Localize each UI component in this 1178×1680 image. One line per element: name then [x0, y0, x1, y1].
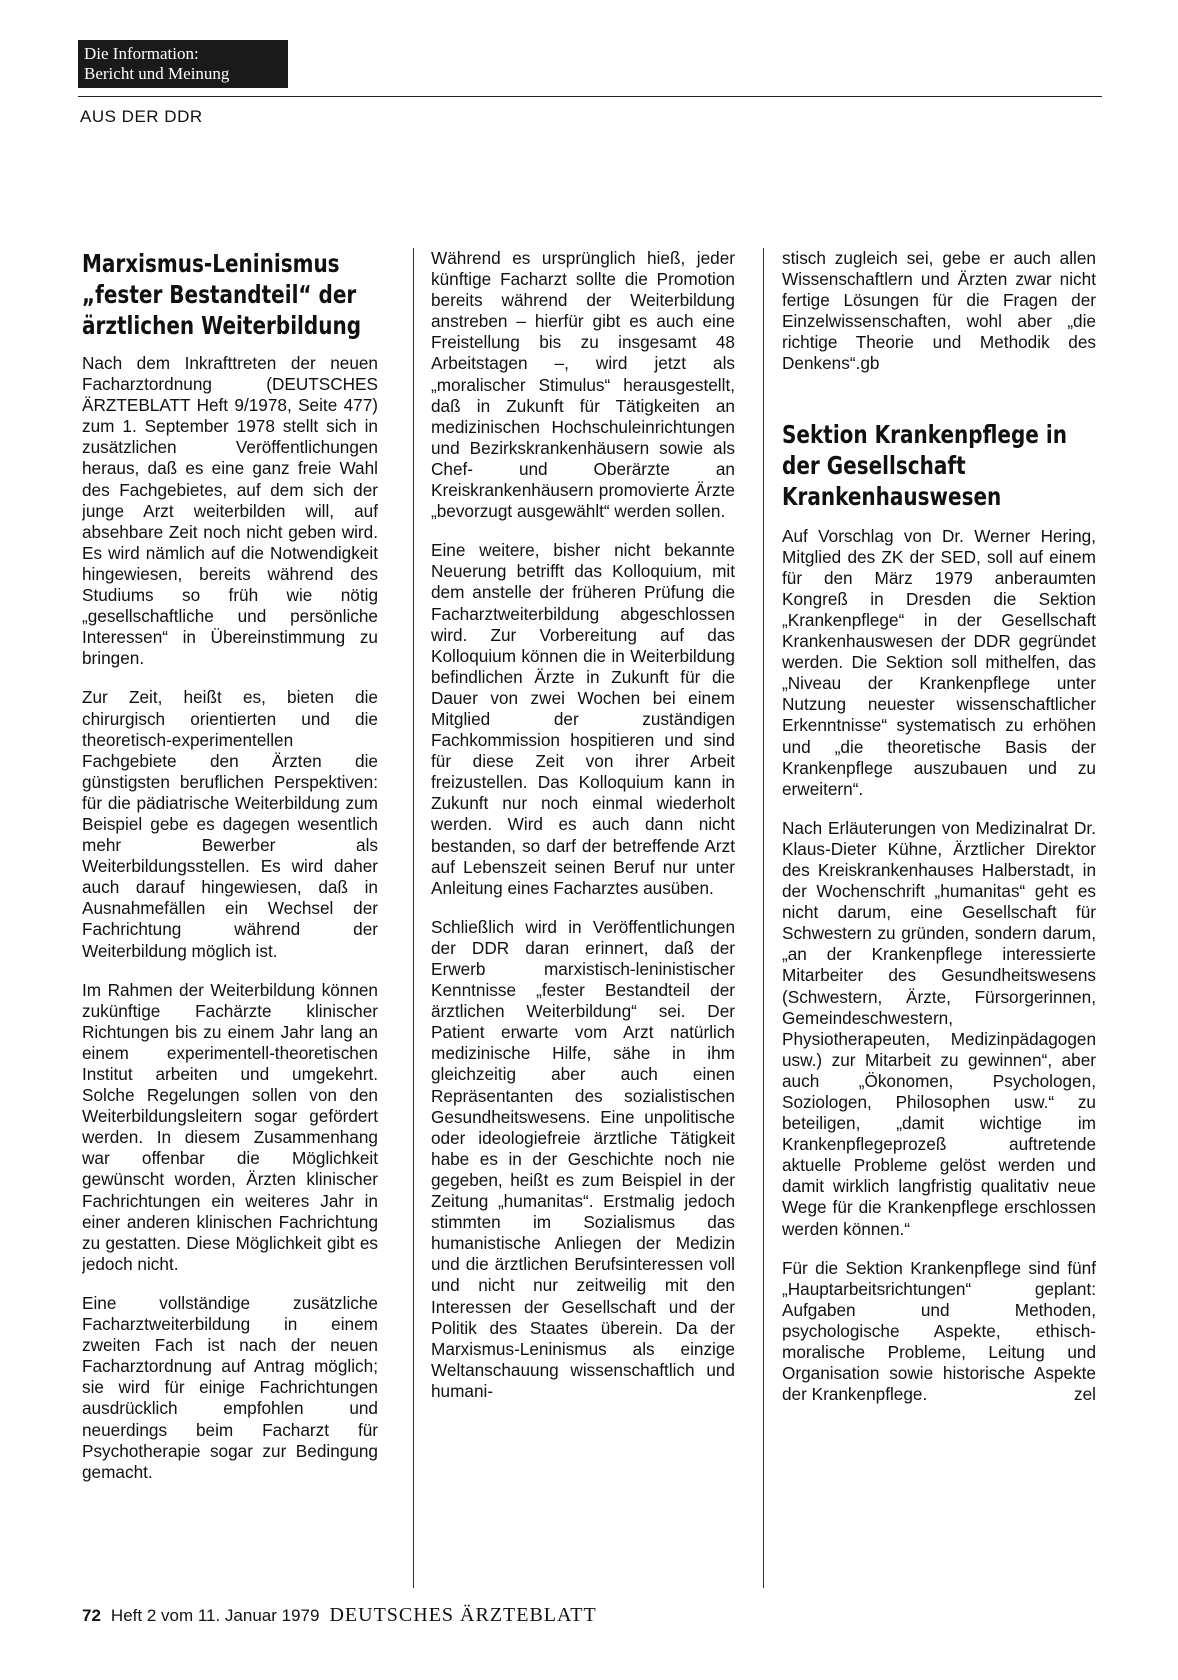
rubric-badge	[78, 40, 288, 88]
issue-info: Heft 2 vom 11. Januar 1979	[110, 1606, 320, 1625]
column-3	[782, 248, 1096, 1578]
article-2-paragraph	[782, 1258, 1096, 1406]
article-1-paragraph-tail: stisch zugleich sei, gebe er auch allen Wissenschaftlern und Ärzten zwar nicht fertige Lösungen für die Fragen der Einzelwissenschaften, wohl aber „die richtige Theorie und Methodik des Denkens“.gb	[782, 248, 1096, 374]
column-2	[431, 248, 735, 1578]
article-1-author: gb	[860, 353, 880, 374]
article-1-paragraph: Während es ursprünglich hieß, jeder künftige Facharzt sollte die Promotion bereits während der Weiterbildung anstreben – hierfür gibt es auch eine Freistellung bis zu insgesamt 48 Arbeitstagen –, wird jetzt als „moralischer Stimulus“ herausgestellt, daß in Zukunft für Tätigkeiten an medizinischen Hochschuleinrichtungen und Bezirkskrankenhäusern sowie als Chef- und Oberärzte an Kreiskrankenhäusern promovierte Ärzte „bevorzugt ausgewählt“ werden sollen.	[431, 248, 735, 522]
article-1-paragraph-continued: Schließlich wird in Veröffentlichungen der DDR daran erinnert, daß der Erwerb marxistisch-leninistischer Kenntnisse „fester Bestandteil der ärztlichen Weiterbildung“ sei. Der Patient erwarte vom Arzt natürlich medizinische Hilfe, sähe in ihm gleichzeitig aber auch einen Repräsentanten des sozialistischen Gesundheitswesens. Eine unpolitische oder ideologiefreie ärztliche Tätigkeit habe es in der Geschichte noch nie gegeben, heißt es zum Beispiel in der Zeitung „humanitas“. Erstmalig jedoch stimmten im Sozialismus das humanistische Anliegen der Medizin und die ärztlichen Berufsinteressen voll und nicht nur zeitweilig mit den Interessen der Gesellschaft und der Politik des Staates überein. Da der Marxismus-Leninismus als einzige Weltanschauung wissenschaftlich und humani-	[431, 916, 735, 1401]
header-rule	[78, 96, 1102, 97]
article-2-title: Sektion Krankenpflege in der Gesellschaft Krankenhauswesen	[782, 419, 1067, 511]
article-2-paragraph: Nach Erläuterungen von Medizinalrat Dr. Klaus-Dieter Kühne, Ärztlicher Direktor des Kreiskrankenhauses Halberstadt, in der Wochenschrift „humanitas“ geht es nicht darum, eine Gesellschaft für Schwestern zu gründen, sondern darum, „an der Krankenpflege interessierte Mitarbeiter des Gesundheitswesens (Schwestern, Ärzte, Fürsorgerinnen, Gemeindeschwestern, Physiotherapeuten, Medizinpädagogen usw.) zur Mitarbeit zu gewinnen“, aber auch „Ökonomen, Psychologen, Soziologen, Philosophen usw.“ zu beteiligen, „damit wichtige im Krankenpflegeprozeß auftretende aktuelle Probleme gelöst werden und damit wirklich langfristig qualitativ neue Wege für die Krankenpflege erschlossen werden können.“	[782, 817, 1096, 1239]
article-2-paragraph: Auf Vorschlag von Dr. Werner Hering, Mitglied des ZK der SED, soll auf einem für den März 1979 anberaumten Kongreß in Dresden die Sektion „Krankenpflege“ in der Gesellschaft Krankenhauswesen der DDR gegründet werden. Die Sektion soll mithelfen, das „Niveau der Krankenpflege unter Nutzung neuester wissenschaftlicher Erkenntnisse“ systematisch zu erhöhen und „die theoretische Basis der Krankenpflege auszubauen und zu erweitern“.	[782, 525, 1096, 799]
article-1-title: Marxismus-Leninismus „fester Bestandteil“ der ärztlichen Weiterbildung	[82, 249, 362, 340]
article-2-author: zel	[1074, 1384, 1096, 1405]
magazine-name: DEUTSCHES ÄRZTEBLATT	[329, 1604, 597, 1626]
article-1-paragraph: Eine weitere, bisher nicht bekannte Neuerung betrifft das Kolloquium, mit dem anstelle der früheren Prüfung die Facharztweiterbildung abgeschlossen wird. Zur Vorbereitung auf das Kolloquium können die in Weiterbildung befindlichen Ärzte in Zukunft für die Dauer von zwei Wochen bei einem Mitglied der zuständigen Fachkommission hospitieren und sind für diese Zeit von ihrer Arbeit freizustellen. Das Kolloquium kann in Zukunft nur noch einmal wiederholt werden. Wird es auch dann nicht bestanden, so darf der betreffende Arzt auf Lebenszeit seinen Beruf nur unter Anleitung eines Facharztes ausüben.	[431, 540, 735, 898]
section-label: AUS DER DDR	[80, 107, 203, 126]
article-2-paragraph-text: Für die Sektion Krankenpflege sind fünf „Hauptarbeitsrichtungen“ geplant: Aufgaben und Methoden, psychologische Aspekte, ethisch-moralische Probleme, Leitung und Organisation sowie historische Aspekte der Krankenpflege.	[782, 1257, 1096, 1405]
page-number: 72	[82, 1606, 101, 1625]
column-divider	[763, 248, 764, 1588]
page-footer	[82, 1604, 597, 1627]
column-divider	[413, 248, 414, 1588]
rubric-line-1: Die Information:	[84, 44, 199, 63]
article-1-paragraph: Eine vollständige zusätzliche Facharztweiterbildung in einem zweiten Fach ist nach der neuen Facharztordnung auf Antrag möglich; sie wird für einige Fachrichtungen ausdrücklich empfohlen und neuerdings beim Facharzt für Psychotherapie sogar zur Bedingung gemacht.	[82, 1292, 378, 1482]
article-1-paragraph: Im Rahmen der Weiterbildung können zukünftige Fachärzte klinischer Richtungen bis zu einem Jahr lang an einem experimentell-theoretischen Institut arbeiten und umgekehrt. Solche Regelungen sollen von den Weiterbildungsleitern sogar gefördert werden. In diesem Zusammenhang war offenbar die Möglichkeit gewünscht worden, Ärzten klinischer Fachrichtungen ein weiteres Jahr in einer anderen klinischen Fachrichtung zu gestatten. Diese Möglichkeit gibt es jedoch nicht.	[82, 979, 378, 1274]
column-1	[82, 248, 378, 1578]
article-1-paragraph: Nach dem Inkrafttreten der neuen Facharztordnung (DEUTSCHES ÄRZTEBLATT Heft 9/1978, Seite 477) zum 1. September 1978 stellt sich in zusätzlichen Veröffentlichungen heraus, daß es eine ganz freie Wahl des Fachgebietes, auf dem sich der junge Arzt weiterbilden will, auf absehbare Zeit noch nicht geben wird. Es wird nämlich auf die Notwendigkeit hingewiesen, bereits während des Studiums so früh wie nötig „gesellschaftliche und persönliche Interessen“ in Übereinstimmung zu bringen.	[82, 353, 378, 669]
rubric-line-2: Bericht und Meinung	[84, 64, 230, 83]
article-1-paragraph: Zur Zeit, heißt es, bieten die chirurgisch orientierten und die theoretisch-experimentellen Fachgebiete den Ärzten die günstigsten beruflichen Perspektiven: für die pädiatrische Weiterbildung zum Beispiel gebe es dagegen wesentlich mehr Bewerber als Weiterbildungsstellen. Es wird daher auch darauf hingewiesen, daß in Ausnahmefällen ein Wechsel der Fachrichtung während der Weiterbildung möglich ist.	[82, 687, 378, 961]
